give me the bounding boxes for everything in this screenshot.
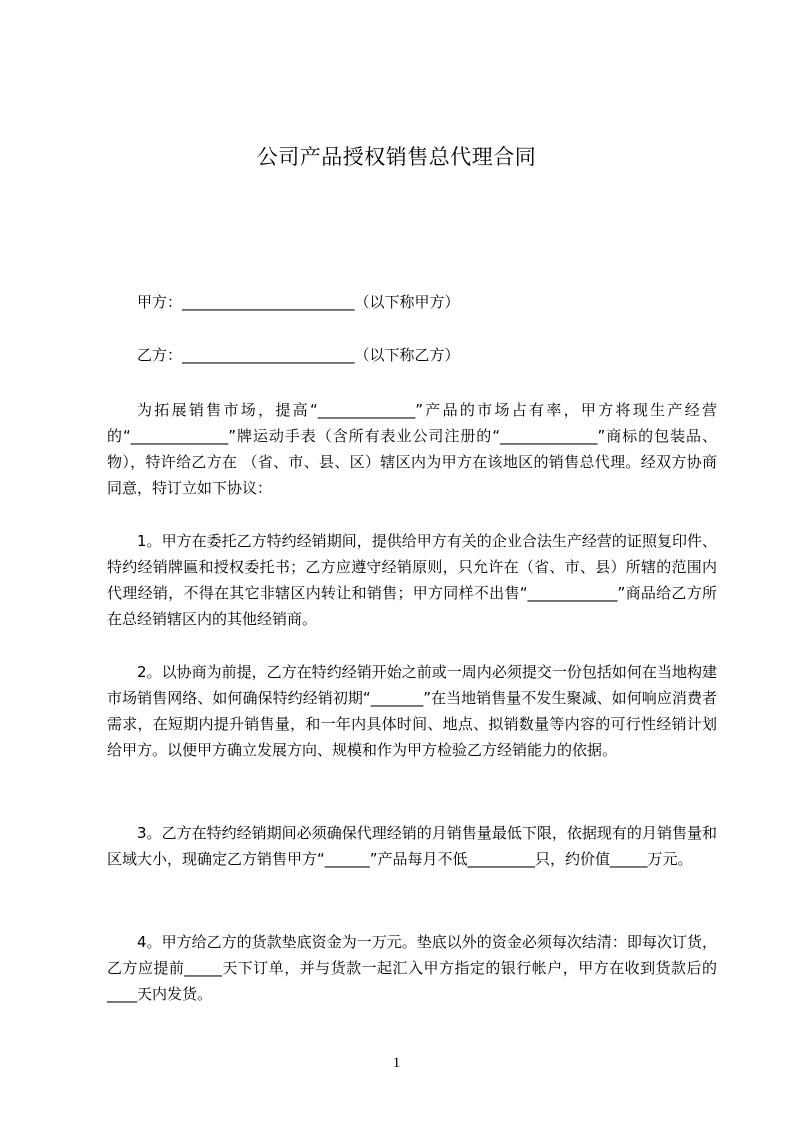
party-a-line: 甲方：_______________________（以下称甲方） bbox=[137, 293, 460, 311]
contract-title: 公司产品授权销售总代理合同 bbox=[256, 145, 537, 169]
clause-3: 3。乙方在特约经销期间必须确保代理经销的月销售量最低下限，依据现有的月销售量和区域大小，现确定乙方销售甲方“______”产品每月不低_________只，约价值_____万元。 bbox=[107, 824, 717, 868]
party-b-line: 乙方：_______________________（以下称乙方） bbox=[137, 346, 460, 364]
clause-4: 4。甲方给乙方的货款垫底资金为一万元。垫底以外的资金必须每次结清：即每次订货，乙方应提前_____天下订单，并与货款一起汇入甲方指定的银行帐户，甲方在收到货款后的____天内发货。 bbox=[107, 933, 717, 1003]
clause-1: 1。甲方在委托乙方特约经销期间，提供给甲方有关的企业合法生产经营的证照复印件、特约经销牌匾和授权委托书；乙方应遵守经销原则，只允许在（省、市、县）所辖的范围内代理经销，不得在其它非辖区内转让和销售；甲方同样不出售“____________”商品给乙方所在总经销辖区内的其他经销商。 bbox=[107, 532, 717, 628]
clause-2: 2。以协商为前提，乙方在特约经销开始之前或一周内必须提交一份包括如何在当地构建市场销售网络、如何确保特约经销初期“_______”在当地销售量不发生聚减、如何响应消费者需求，在短期内提升销售量，和一年内具体时间、地点、拟销数量等内容的可行性经销计划给甲方。以便甲方确立发展方向、规模和作为甲方检验乙方经销能力的依据。 bbox=[107, 663, 717, 759]
intro-paragraph: 为拓展销售市场，提高“_____________”产品的市场占有率，甲方将现生产经营的“_____________”牌运动手表（含所有表业公司注册的“_____________”商标的包装品、物），特许给乙方在 （省、市、县、区）辖区内为甲方在该地区的销售总代理。经双方协商同意，特订立如下协议： bbox=[107, 401, 717, 497]
page-number: 1 bbox=[392, 1055, 401, 1071]
